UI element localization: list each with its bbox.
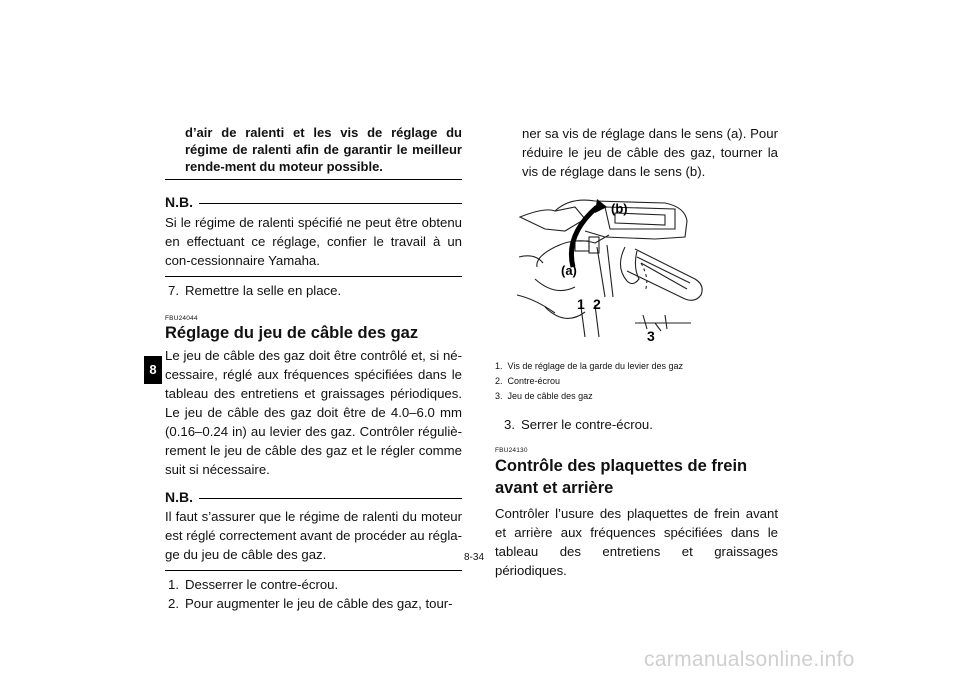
left-column [165, 124, 462, 613]
nb-heading-2 [165, 489, 462, 505]
throttle-figure [515, 187, 715, 347]
step-number: 7. [168, 283, 179, 298]
warning-text: d’air de ralenti et les vis de réglage du régime de ralenti afin de garantir le meilleur rende-ment du moteur possible. [185, 125, 462, 174]
step-7 [159, 281, 462, 300]
right-column [495, 124, 778, 580]
step-2-continued: ner sa vis de réglage dans le sens (a). Pour réduire le jeu de câble des gaz, tourner la vis de réglage dans le sens (b). [522, 126, 778, 179]
nb-label: N.B. [165, 489, 193, 505]
section-text: Le jeu de câble des gaz doit être contrôlé et, si né-cessaire, réglé aux fréquences spécifiées dans le tableau des entretiens et graissages périodiques. Le jeu de câble des gaz doit être de 4.0–6.0 mm (0.16–0.24 in) au levier des gaz. Contrôler réguliè-rement le jeu de câble des gaz et le régler comme suit si nécessaire. [165, 348, 462, 477]
section-text: Contrôler l’usure des plaquettes de frein avant et arrière aux fréquences spécifiées dans le tableau des entretiens et graissages périodiques. [495, 506, 778, 578]
section-title: Réglage du jeu de câble des gaz [165, 324, 419, 342]
step-text: Desserrer le contre-écrou. [185, 577, 339, 592]
label-3: 3 [647, 328, 655, 344]
step-number: 2. [168, 596, 179, 611]
step-number: 3. [504, 417, 515, 432]
nb-label: N.B. [165, 194, 193, 210]
step-text: Serrer le contre-écrou. [521, 417, 653, 432]
step-1 [159, 575, 462, 594]
nb-end-rule-2 [165, 570, 462, 571]
throttle-illustration [515, 187, 715, 347]
caption-2: 2. Contre-écrou [495, 376, 561, 386]
watermark: carmanualsonline.info [644, 648, 855, 671]
section-title: Contrôle des plaquettes de frein avant et arrière [495, 457, 748, 497]
step-number: 1. [168, 577, 179, 592]
warning-end-rule [165, 179, 462, 180]
nb-heading-1 [165, 194, 462, 210]
label-2: 2 [593, 296, 601, 312]
step-text: Remettre la selle en place. [185, 283, 342, 298]
figure-captions [495, 359, 778, 404]
page-number: 8-34 [464, 552, 485, 563]
section-code: FBU24044 [165, 315, 198, 322]
label-b: (b) [611, 201, 628, 216]
nb-text-2: Il faut s’assurer que le régime de ralenti du moteur est réglé correctement avant de procéder au régla-ge du jeu de câble des gaz. [165, 509, 462, 562]
chapter-tab: 8 [144, 356, 162, 384]
step-2 [159, 594, 462, 613]
caption-3: 3. Jeu de câble des gaz [495, 391, 593, 401]
label-a: (a) [561, 263, 577, 278]
section-code: FBU24130 [495, 447, 528, 454]
label-1: 1 [577, 296, 585, 312]
step-text: Pour augmenter le jeu de câble des gaz, tour- [185, 596, 453, 611]
nb-text-1: Si le régime de ralenti spécifié ne peut être obtenu en effectuant ce réglage, confier le travail à un con-cessionnaire Yamaha. [165, 215, 462, 268]
nb-end-rule-1 [165, 276, 462, 277]
step-3 [495, 415, 778, 434]
caption-1: 1. Vis de réglage de la garde du levier des gaz [495, 361, 683, 371]
